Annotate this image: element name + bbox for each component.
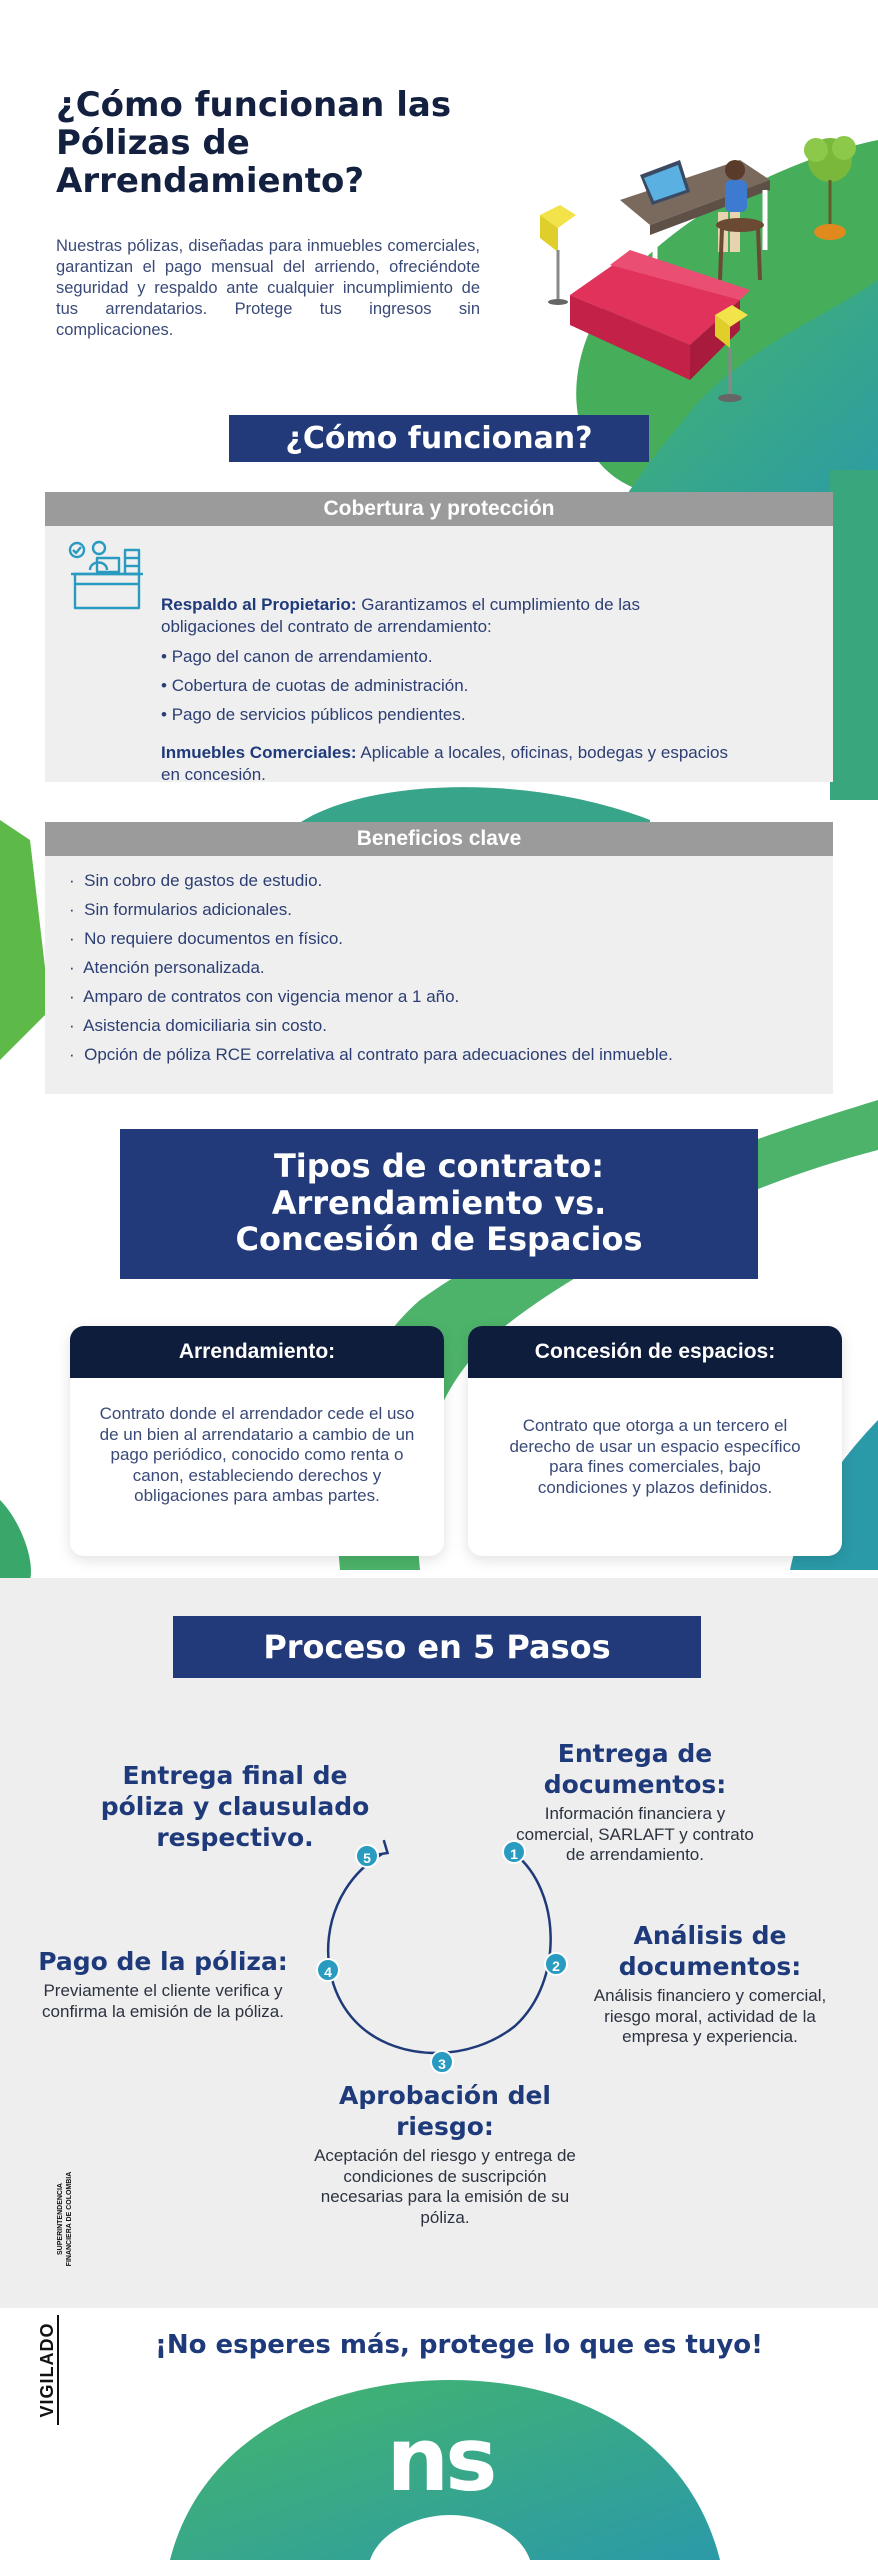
- step-3-text: Aceptación del riesgo y entrega de condiciones de suscripción necesarias para la emisión de su póliza.: [314, 2146, 576, 2227]
- benefit-text: Asistencia domiciliaria sin costo.: [83, 1016, 327, 1035]
- coverage-body: [45, 526, 833, 782]
- commercial-label: Inmuebles Comerciales:: [161, 743, 357, 762]
- commercial-text: Aplicable a locales, oficinas, bodegas y espacios en concesión.: [161, 743, 728, 784]
- concession-title: Concesión de espacios:: [468, 1326, 842, 1378]
- benefit-text: Opción de póliza RCE correlativa al contrato para adecuaciones del inmueble.: [84, 1045, 673, 1064]
- step-3-badge: 3: [430, 2050, 454, 2074]
- step-3: [300, 2080, 590, 2228]
- office-illustration: [540, 120, 878, 420]
- benefits-body: [45, 856, 833, 1094]
- step-1-text: Información financiera y comercial, SARLAFT y contrato de arrendamiento.: [516, 1804, 754, 1864]
- step-5-title: Entrega final de póliza y clausulado respectivo.: [100, 1761, 370, 1852]
- benefit-item: · Sin cobro de gastos de estudio.: [69, 871, 323, 890]
- benefit-item: · Atención personalizada.: [69, 958, 265, 977]
- process-banner: Proceso en 5 Pasos: [173, 1616, 701, 1678]
- lease-text: Contrato donde el arrendador cede el uso de un bien al arrendatario a cambio de un pago periódico, conocido como renta o canon, estableciendo derechos y obligaciones para ambas partes.: [99, 1404, 415, 1505]
- concession-text: Contrato que otorga a un tercero el derecho de usar un espacio específico para fines comerciales, bajo condiciones y plazos definidos.: [509, 1416, 801, 1497]
- types-banner-line1: Tipos de contrato:: [273, 1147, 605, 1185]
- coverage-card: [45, 492, 833, 782]
- concession-card: [468, 1326, 842, 1556]
- step-3-title: Aprobación del riesgo:: [339, 2081, 551, 2141]
- hero-description: Nuestras pólizas, diseñadas para inmuebles comerciales, garantizan el pago mensual del arriendo, ofreciéndote seguridad y respaldo ante cualquier incumplimiento de tus arrendatarios. Protege tus ingresos sin complicaciones.: [56, 237, 480, 339]
- step-5: [90, 1760, 380, 1853]
- step-2: [570, 1920, 850, 2048]
- how-banner: ¿Cómo funcionan?: [229, 415, 649, 462]
- step-2-badge: 2: [544, 1952, 568, 1976]
- coverage-bullet: • Pago del canon de arrendamiento.: [161, 647, 433, 666]
- step-1: [480, 1738, 790, 1866]
- benefit-item: · Opción de póliza RCE correlativa al contrato para adecuaciones del inmueble.: [69, 1045, 673, 1064]
- types-banner-line2: Arrendamiento vs.: [271, 1184, 607, 1222]
- benefits-card: [45, 822, 833, 1094]
- step-1-badge: 1: [502, 1840, 526, 1864]
- lease-title: Arrendamiento:: [70, 1326, 444, 1378]
- ns-logo: ns: [386, 2408, 494, 2511]
- benefit-item: · Asistencia domiciliaria sin costo.: [69, 1016, 327, 1035]
- step-4: [16, 1946, 310, 2022]
- types-banner-line3: Concesión de Espacios: [235, 1220, 643, 1258]
- benefit-text: Sin formularios adicionales.: [84, 900, 292, 919]
- benefit-item: · Amparo de contratos con vigencia menor a 1 año.: [69, 987, 460, 1006]
- benefit-item: · Sin formularios adicionales.: [69, 900, 292, 919]
- coverage-bullet-text: Pago de servicios públicos pendientes.: [171, 705, 466, 724]
- benefit-text: No requiere documentos en físico.: [84, 929, 344, 948]
- superintendencia-text: SUPERINTENDENCIA FINANCIERA DE COLOMBIA: [57, 2171, 73, 2267]
- benefit-item: · No requiere documentos en físico.: [69, 929, 344, 948]
- owner-text: Garantizamos el cumplimiento de las obligaciones del contrato de arrendamiento:: [161, 595, 641, 636]
- coverage-bullet: • Pago de servicios públicos pendientes.: [161, 705, 466, 724]
- coverage-bullet-text: Pago del canon de arrendamiento.: [171, 647, 433, 666]
- step-4-title: Pago de la póliza:: [38, 1947, 288, 1976]
- step-2-text: Análisis financiero y comercial, riesgo moral, actividad de la empresa y experiencia.: [593, 1986, 827, 2046]
- footer-cta: ¡No esperes más, protege lo que es tuyo!: [155, 2330, 763, 2360]
- vigilado-text: VIGILADO: [35, 2315, 59, 2425]
- step-2-title: Análisis de documentos:: [618, 1921, 802, 1981]
- coverage-heading: Cobertura y protección: [45, 492, 833, 526]
- commercial-paragraph: [161, 742, 741, 786]
- benefit-text: Atención personalizada.: [83, 958, 265, 977]
- benefits-heading: Beneficios clave: [45, 822, 833, 856]
- owner-line: [161, 594, 721, 638]
- hero-title: ¿Cómo funcionan las Pólizas de Arrendamiento?: [56, 85, 452, 201]
- step-4-badge: 4: [316, 1958, 340, 1982]
- vigilado-badge: [30, 2170, 73, 2440]
- types-banner: [120, 1129, 758, 1279]
- step-1-title: Entrega de documentos:: [543, 1739, 727, 1799]
- owner-paragraph: [161, 594, 721, 638]
- coverage-bullet: • Cobertura de cuotas de administración.: [161, 676, 469, 695]
- coverage-bullet-text: Cobertura de cuotas de administración.: [171, 676, 469, 695]
- office-desk-icon: [67, 540, 147, 614]
- owner-label: Respaldo al Propietario:: [161, 595, 357, 614]
- lease-card: [70, 1326, 444, 1556]
- process-cycle-arrow: [300, 1830, 580, 2070]
- step-5-badge: 5: [355, 1844, 379, 1868]
- benefit-text: Amparo de contratos con vigencia menor a 1 año.: [83, 987, 460, 1006]
- benefit-text: Sin cobro de gastos de estudio.: [84, 871, 323, 890]
- coverage-bullets: [161, 646, 721, 726]
- step-4-text: Previamente el cliente verifica y confirma la emisión de la póliza.: [42, 1981, 284, 2021]
- commercial-line: [161, 742, 741, 786]
